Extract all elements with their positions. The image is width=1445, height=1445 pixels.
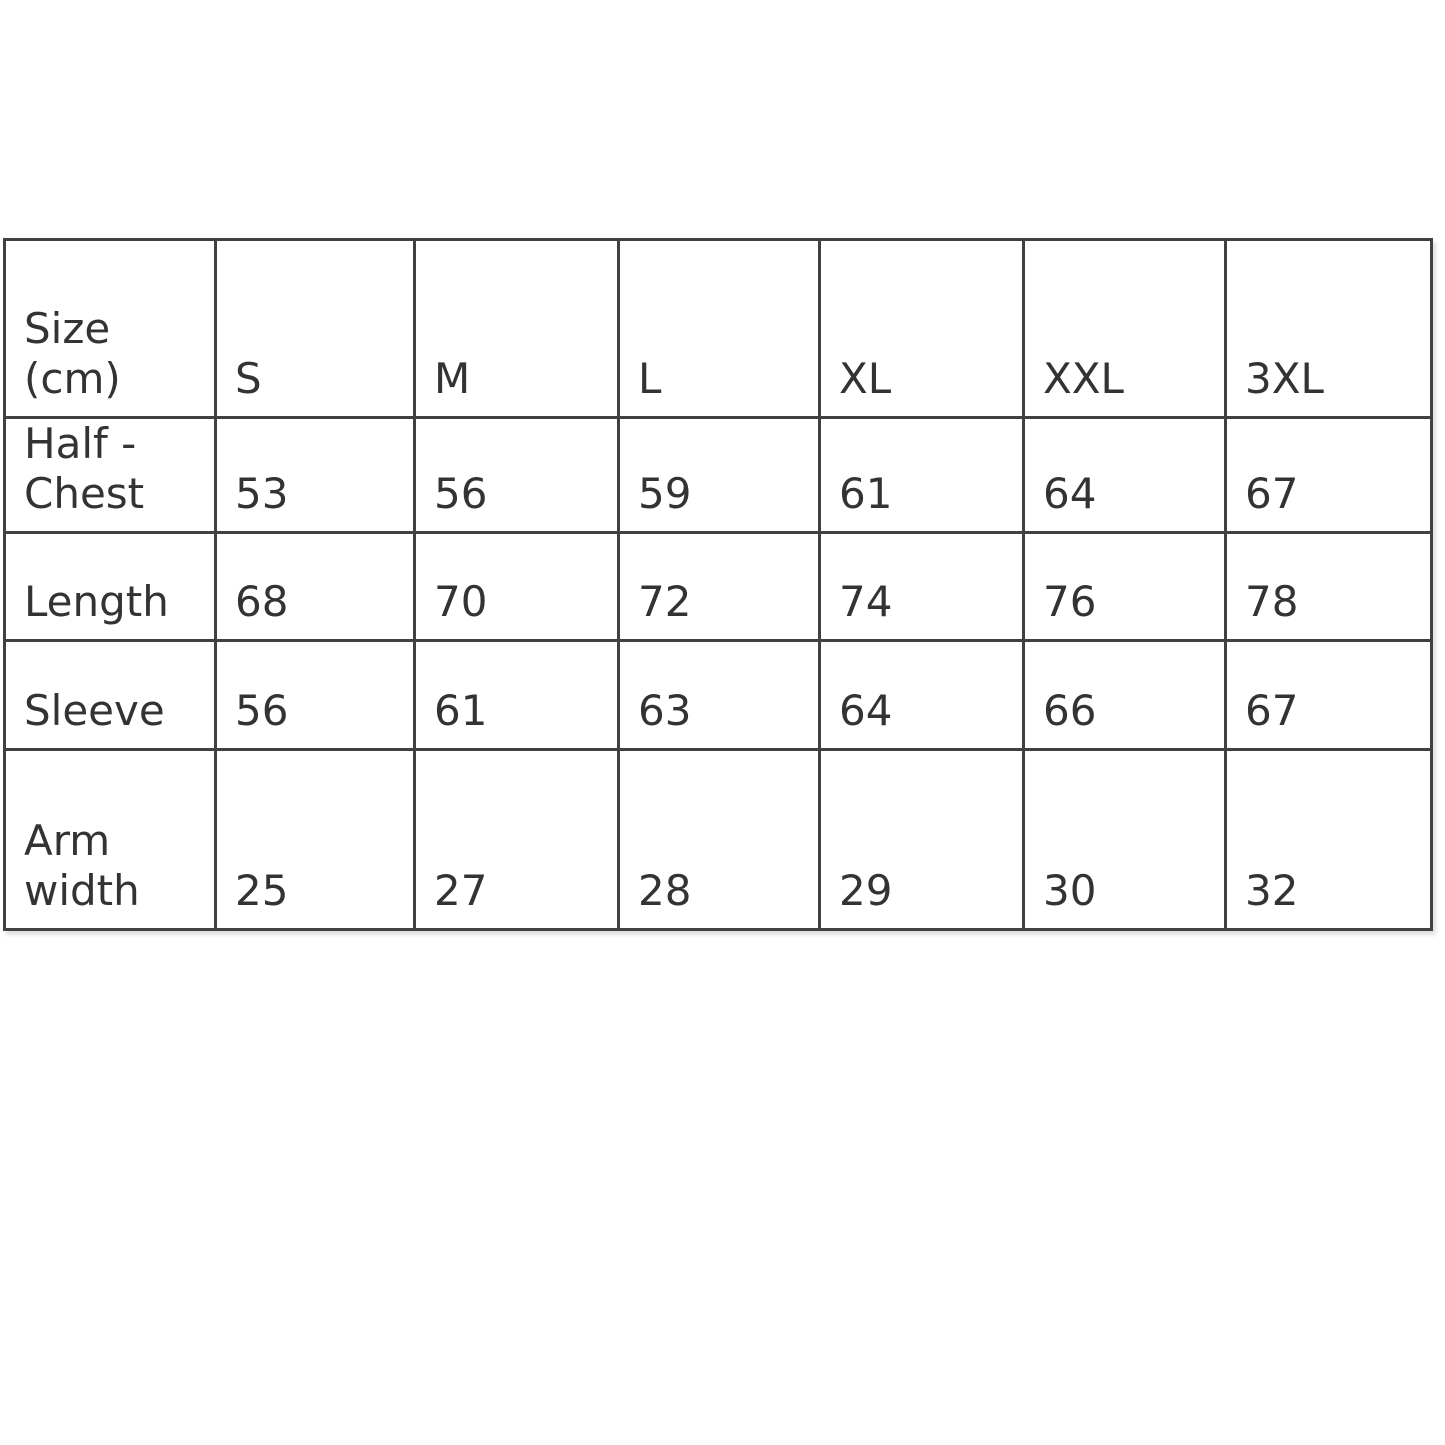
header-cell-xxl: XXL [1024,240,1226,418]
header-cell-size-unit [5,240,216,418]
cell-sleeve-xl: 64 [820,641,1024,750]
header-row [5,240,1432,418]
header-unit-label: (cm) [24,354,121,403]
cell-arm-width-m: 27 [415,750,619,930]
cell-half-chest-s: 53 [216,418,415,533]
half-chest-label-line-1: Half - [24,419,137,468]
cell-half-chest-xxl: 64 [1024,418,1226,533]
row-label-half-chest [5,418,216,533]
cell-arm-width-xl: 29 [820,750,1024,930]
row-arm-width [5,750,1432,930]
cell-half-chest-xl: 61 [820,418,1024,533]
row-label-sleeve: Sleeve [5,641,216,750]
row-sleeve [5,641,1432,750]
cell-length-xl: 74 [820,533,1024,641]
row-label-arm-width [5,750,216,930]
cell-sleeve-3xl: 67 [1226,641,1432,750]
cell-arm-width-xxl: 30 [1024,750,1226,930]
cell-arm-width-l: 28 [619,750,820,930]
arm-width-label-line-1: Arm [24,816,111,865]
cell-half-chest-m: 56 [415,418,619,533]
half-chest-label-line-2: Chest [24,469,145,518]
header-cell-m: M [415,240,619,418]
cell-length-s: 68 [216,533,415,641]
header-cell-l: L [619,240,820,418]
cell-length-l: 72 [619,533,820,641]
arm-width-label-line-2: width [24,866,140,915]
header-size-label: Size [24,304,111,353]
cell-length-3xl: 78 [1226,533,1432,641]
cell-sleeve-s: 56 [216,641,415,750]
row-half-chest [5,418,1432,533]
cell-sleeve-xxl: 66 [1024,641,1226,750]
cell-arm-width-3xl: 32 [1226,750,1432,930]
cell-half-chest-3xl: 67 [1226,418,1432,533]
header-cell-3xl: 3XL [1226,240,1432,418]
header-cell-xl: XL [820,240,1024,418]
cell-length-m: 70 [415,533,619,641]
row-length [5,533,1432,641]
cell-sleeve-m: 61 [415,641,619,750]
cell-sleeve-l: 63 [619,641,820,750]
header-cell-s: S [216,240,415,418]
size-chart-container [3,238,1433,931]
cell-half-chest-l: 59 [619,418,820,533]
cell-length-xxl: 76 [1024,533,1226,641]
row-label-length: Length [5,533,216,641]
cell-arm-width-s: 25 [216,750,415,930]
size-chart-table [3,238,1433,931]
